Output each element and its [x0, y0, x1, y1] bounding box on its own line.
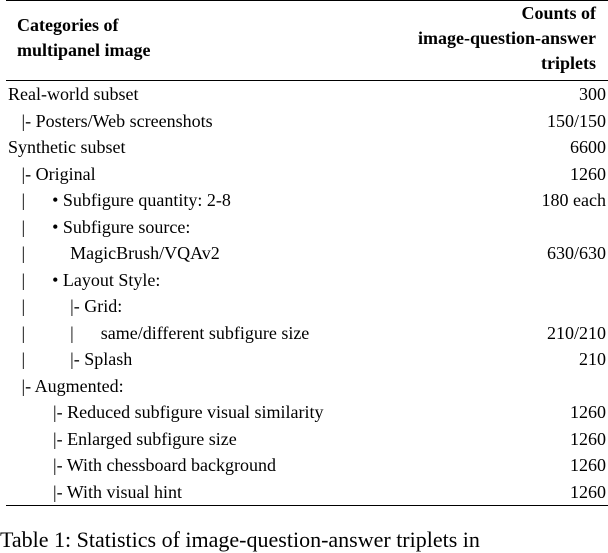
row-count: 630/630 [546, 243, 606, 263]
row-label: | | same/different subfigure size [8, 322, 310, 343]
table-bottom-rule [6, 505, 608, 506]
row-count: 1260 [570, 163, 606, 184]
row-count: 1260 [570, 481, 606, 502]
row-count: 1260 [570, 428, 606, 449]
row-count: 180 each [541, 190, 606, 210]
row-label: | |- Grid: [8, 296, 123, 316]
row-label: | • Layout Style: [8, 269, 161, 290]
column-header-counts-line1: Counts of [521, 3, 596, 23]
row-label: | • Subfigure source: [8, 216, 191, 237]
table-body [0, 81, 608, 505]
table-row [0, 320, 608, 347]
row-label: | • Subfigure quantity: 2-8 [8, 190, 231, 210]
row-label: |- Enlarged subfigure size [8, 428, 237, 449]
row-count: 1260 [570, 402, 606, 422]
table-row [0, 452, 608, 479]
row-label: Real-world subset [8, 84, 139, 104]
table-row [0, 293, 608, 320]
row-count: 210/210 [546, 322, 606, 343]
row-label: |- Original [8, 163, 96, 184]
column-header-categories-line1: Categories of [17, 15, 119, 35]
table-row [0, 426, 608, 453]
row-count: 150/150 [546, 110, 606, 131]
table-row [0, 81, 608, 108]
row-count: 210 [579, 349, 606, 369]
column-header-counts-line3: triplets [541, 53, 596, 73]
row-count: 300 [579, 84, 606, 104]
row-count: 1260 [570, 455, 606, 475]
row-label: | MagicBrush/VQAv2 [8, 243, 220, 263]
table-row [0, 346, 608, 373]
table-row [0, 399, 608, 426]
row-label: |- Posters/Web screenshots [8, 110, 213, 131]
column-header-counts [336, 1, 596, 76]
column-header-counts-line2: image-question-answer [418, 28, 596, 48]
table-row [0, 214, 608, 241]
row-label: | |- Splash [8, 349, 133, 369]
row-label: Synthetic subset [8, 137, 126, 157]
row-label: |- With chessboard background [8, 455, 276, 475]
table-row [0, 134, 608, 161]
table-row [0, 187, 608, 214]
row-label: |- Reduced subfigure visual similarity [8, 402, 324, 422]
table-row [0, 373, 608, 400]
row-count: 6600 [570, 137, 606, 157]
row-label: |- With visual hint [8, 481, 183, 502]
table-row [0, 108, 608, 135]
column-header-categories [17, 13, 237, 63]
table-row [0, 267, 608, 294]
row-label: |- Augmented: [8, 375, 124, 396]
table-row [0, 479, 608, 506]
table-caption: Table 1: Statistics of image-question-answer triplets in [0, 527, 480, 552]
table-row [0, 161, 608, 188]
column-header-categories-line2: multipanel image [17, 40, 151, 60]
table-row [0, 240, 608, 267]
